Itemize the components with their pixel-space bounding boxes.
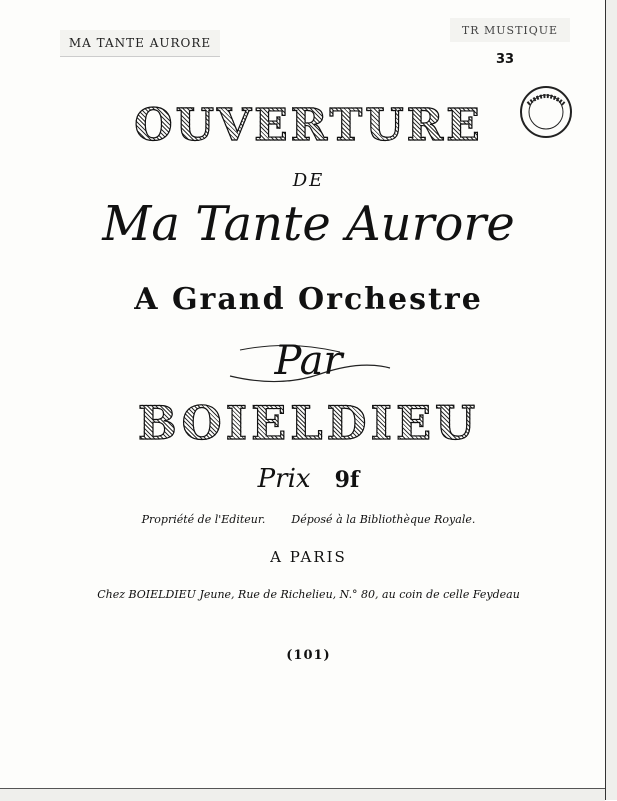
- title-de: DE: [292, 170, 325, 191]
- legal-notices: [0, 513, 617, 526]
- price-value: 9f: [334, 467, 360, 493]
- title-par: Par: [274, 338, 343, 384]
- collection-label: [450, 18, 570, 42]
- shelf-number: 33: [496, 52, 515, 67]
- price-label: Prix: [257, 464, 311, 494]
- notice-deposit: Déposé à la Bibliothèque Royale.: [291, 513, 476, 526]
- plate-number: (101): [286, 648, 331, 663]
- publisher-address: Chez BOIELDIEU Jeune, Rue de Richelieu, N.° 80, au coin de celle Feydeau: [97, 588, 520, 601]
- notice-proprietor: Propriété de l'Editeur.: [141, 513, 266, 526]
- title-orchestration: A Grand Orchestre: [134, 282, 483, 317]
- collection-label-text: TR MUSTIQUE: [461, 23, 559, 37]
- composer-name: BOIELDIEU: [0, 396, 617, 450]
- page-edge-bottom: [0, 788, 605, 801]
- catalog-label: [60, 30, 220, 57]
- publisher-city: A PARIS: [270, 548, 347, 566]
- price-line: [0, 464, 617, 494]
- title-work-name: Ma Tante Aurore: [102, 196, 515, 252]
- catalog-label-text: MA TANTE AURORE: [68, 36, 212, 50]
- page-edge-right: [605, 0, 617, 800]
- title-ouverture: OUVERTURE: [0, 100, 617, 151]
